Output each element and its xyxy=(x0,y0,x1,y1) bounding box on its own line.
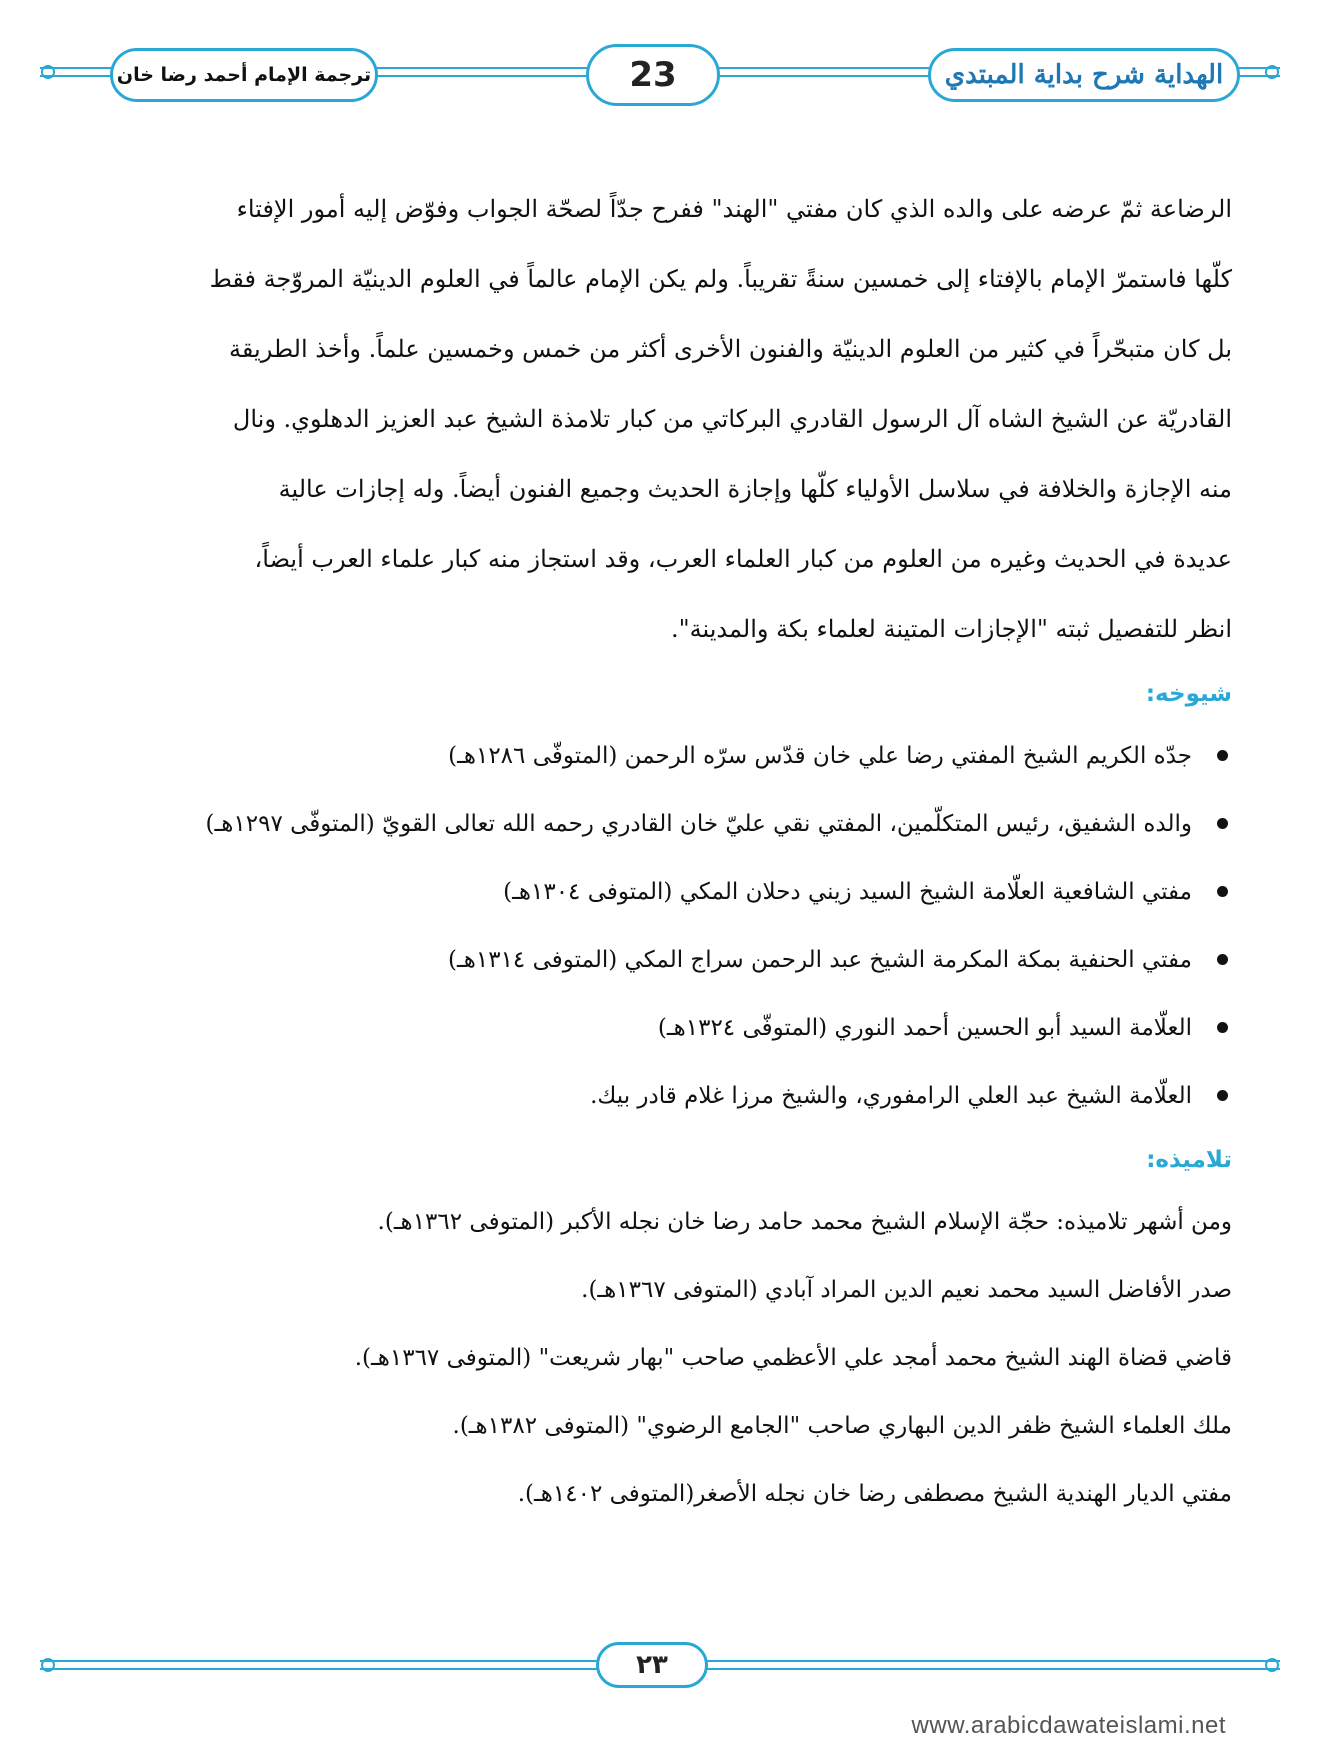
intro-line: القادريّة عن الشيخ الشاه آل الرسول القادري البركاتي من كبار تلامذة الشيخ عبد العزيز الدهلوي. ونال xyxy=(232,405,1232,433)
intro-line: كلّها فاستمرّ الإمام بالإفتاء إلى خمسين سنةً تقريباً. ولم يكن الإمام عالماً في العلوم الدينيّة المروّجة فقط xyxy=(209,265,1232,293)
bullet-icon xyxy=(1217,1022,1228,1033)
intro-line: الرضاعة ثمّ عرضه على والده الذي كان مفتي "الهند" ففرح جدّاً لصحّة الجواب وفوّض إليه أمور الإفتاء xyxy=(236,195,1232,223)
list-item: مفتي الديار الهندية الشيخ مصطفى رضا خان نجله الأصغر(المتوفى ١٤٠٢هـ). xyxy=(517,1481,1232,1507)
list-item: جدّه الكريم الشيخ المفتي رضا علي خان قدّس سرّه الرحمن (المتوفّى ١٢٨٦هـ) xyxy=(92,722,1192,790)
intro-line: منه الإجازة والخلافة في سلاسل الأولياء كلّها وإجازة الحديث وجميع الفنون أيضاً. وله إجازات عالية xyxy=(278,475,1232,503)
website-link[interactable]: www.arabicdawateislami.net xyxy=(911,1712,1226,1739)
list-item: صدر الأفاضل السيد محمد نعيم الدين المراد آبادي (المتوفى ١٣٦٧هـ). xyxy=(581,1277,1232,1303)
students-list xyxy=(92,1188,1232,1528)
page-number: 23 xyxy=(629,55,677,95)
list-item: ومن أشهر تلاميذه: حجّة الإسلام الشيخ محمد حامد رضا خان نجله الأكبر (المتوفى ١٣٦٢هـ). xyxy=(377,1209,1232,1235)
intro-line: انظر للتفصيل ثبته "الإجازات المتينة لعلماء بكة والمدينة". xyxy=(670,615,1232,643)
students-heading: تلاميذه: xyxy=(1146,1147,1232,1173)
list-item: والده الشفيق، رئيس المتكلّمين، المفتي نقي عليّ خان القادري رحمه الله تعالى القويّ (المتوفّى ١٢٩٧هـ) xyxy=(92,790,1192,858)
book-title: الهداية شرح بداية المبتدي xyxy=(944,60,1224,90)
footer-page-number: ٢٣ xyxy=(636,1650,668,1680)
page-number-badge xyxy=(586,44,720,106)
sheikhs-heading: شيوخه: xyxy=(1145,681,1232,707)
bullet-icon xyxy=(1217,750,1228,761)
intro-paragraph xyxy=(92,174,1232,664)
section-title: ترجمة الإمام أحمد رضا خان xyxy=(116,64,372,86)
bullet-icon xyxy=(1217,886,1228,897)
list-item: مفتي الحنفية بمكة المكرمة الشيخ عبد الرحمن سراج المكي (المتوفى ١٣١٤هـ) xyxy=(92,926,1192,994)
intro-line: بل كان متبحّراً في كثير من العلوم الدينيّة والفنون الأخرى أكثر من خمس وخمسين علماً. وأخذ الطريقة xyxy=(229,335,1232,363)
list-item: قاضي قضاة الهند الشيخ محمد أمجد علي الأعظمي صاحب "بهار شريعت" (المتوفى ١٣٦٧هـ). xyxy=(354,1345,1232,1371)
list-item: العلّامة الشيخ عبد العلي الرامفوري، والشيخ مرزا غلام قادر بيك. xyxy=(92,1062,1192,1130)
book-title-badge xyxy=(928,48,1240,102)
bullet-icon xyxy=(1217,954,1228,965)
sheikhs-list xyxy=(92,722,1232,1130)
list-item: ملك العلماء الشيخ ظفر الدين البهاري صاحب "الجامع الرضوي" (المتوفى ١٣٨٢هـ). xyxy=(452,1413,1232,1439)
intro-line: عديدة في الحديث وغيره من العلوم من كبار العلماء العرب، وقد استجاز منه كبار علماء العرب أيضاً، xyxy=(254,545,1232,573)
list-item: مفتي الشافعية العلّامة الشيخ السيد زيني دحلان المكي (المتوفى ١٣٠٤هـ) xyxy=(92,858,1192,926)
footer-page-number-badge xyxy=(596,1642,708,1688)
section-title-badge xyxy=(110,48,378,102)
list-item: العلّامة السيد أبو الحسين أحمد النوري (المتوفّى ١٣٢٤هـ) xyxy=(92,994,1192,1062)
bullet-icon xyxy=(1217,818,1228,829)
page-body xyxy=(92,174,1232,1528)
bullet-icon xyxy=(1217,1090,1228,1101)
